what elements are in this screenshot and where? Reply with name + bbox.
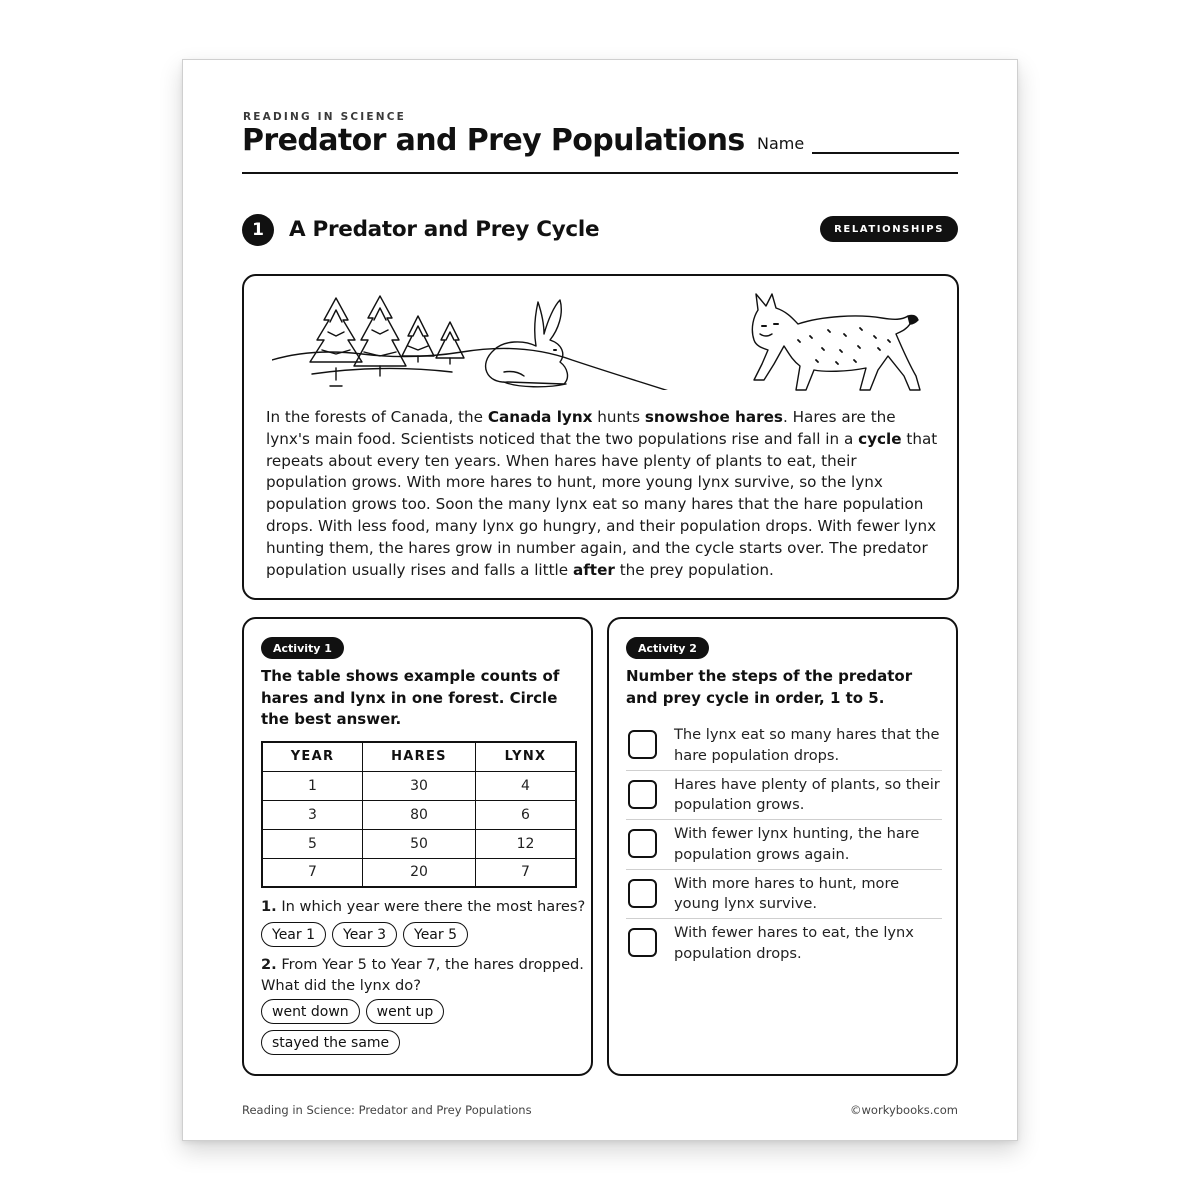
answer-option-year-5[interactable]: Year 5 [403,922,468,947]
question-2-options-row-1 [261,999,444,1024]
answer-option-went-up[interactable]: went up [366,999,445,1024]
story-box [242,274,959,600]
table-cell: 20 [362,858,475,887]
step-number-box[interactable] [628,829,657,858]
page-title: Predator and Prey Populations [242,123,745,158]
series-kicker: READING IN SCIENCE [243,111,407,123]
step-text: Hares have plenty of plants, so their population grows. [674,775,940,813]
column-header: LYNX [476,742,577,771]
table-cell: 4 [476,771,577,800]
answer-option-went-down[interactable]: went down [261,999,360,1024]
column-header: YEAR [262,742,362,771]
question-2-options-row-2 [261,1030,400,1055]
footer-title: Reading in Science: Predator and Prey Populations [242,1103,532,1117]
table-cell: 12 [476,829,577,858]
activity-2-label: Activity 2 [626,637,709,659]
table-cell: 30 [362,771,475,800]
section-title: A Predator and Prey Cycle [289,217,600,242]
table-cell: 50 [362,829,475,858]
answer-option-stayed-the-same[interactable]: stayed the same [261,1030,400,1055]
forest-hare-illustration [272,290,674,390]
table-cell: 6 [476,800,577,829]
table-cell: 5 [262,829,362,858]
term-snowshoe-hares: snowshoe hares [644,408,783,426]
list-item [626,721,942,771]
answer-option-year-1[interactable]: Year 1 [261,922,326,947]
term-after: after [572,560,615,579]
name-label: Name [757,134,805,153]
list-item [626,771,942,821]
story-paragraph: In the forests of Canada, the Canada lynx hunts snowshoe hares. Hares are the lynx's main food. Scientists noticed that the two populations rise and fall in a cycle that repeats about every ten years. When hares have plenty of plants to eat, their population grows. With more hares to hunt, more young lynx survive, so the lynx population grows too. Soon the many lynx eat so many hares that the hare population drops. With less food, many lynx go hungry, and their population drops. With fewer lynx hunting them, the hares grow in number again, and the cycle starts over. The predator population usually rises and falls a little after the prey population. [266,408,938,579]
step-text: With fewer lynx hunting, the hare population grows again. [674,825,920,863]
section-number-badge: 1 [242,214,274,246]
list-item [626,870,942,920]
activity-1-prompt: The table shows example counts of hares and lynx in one forest. Circle the best answer. [261,667,560,729]
question-1: 1. In which year were there the most hares? [261,898,586,915]
header-divider [242,172,958,174]
step-text: With more hares to hunt, more young lynx survive. [674,874,900,912]
term-canada-lynx: Canada lynx [487,408,593,426]
name-field[interactable] [812,152,959,154]
step-number-box[interactable] [628,879,657,908]
step-text: The lynx eat so many hares that the hare population drops. [674,726,940,764]
table-row [262,858,576,887]
page-content [242,60,958,1140]
activity-2-prompt: Number the steps of the predator and prey cycle in order, 1 to 5. [626,667,913,707]
activity-1-card [242,617,593,1076]
table-row [262,771,576,800]
answer-option-year-3[interactable]: Year 3 [332,922,397,947]
table-row [262,800,576,829]
list-item [626,919,942,969]
step-number-box[interactable] [628,928,657,957]
table-cell: 1 [262,771,362,800]
activity-2-card [607,617,958,1076]
table-cell: 7 [476,858,577,887]
table-cell: 7 [262,858,362,887]
list-item [626,820,942,870]
step-text: With fewer hares to eat, the lynx population drops. [674,924,914,962]
table-row [262,829,576,858]
footer-copyright: ©workybooks.com [850,1103,958,1117]
step-number-box[interactable] [628,780,657,809]
worksheet-page [182,59,1018,1141]
table-cell: 3 [262,800,362,829]
table-cell: 80 [362,800,475,829]
lynx-illustration [748,290,928,398]
question-1-options [261,922,468,947]
population-table [261,741,577,888]
activity-1-label: Activity 1 [261,637,344,659]
table-header-row [262,742,576,771]
topic-tag: RELATIONSHIPS [820,216,958,242]
cycle-steps-list [626,721,942,969]
step-number-box[interactable] [628,730,657,759]
column-header: HARES [362,742,475,771]
term-cycle: cycle [858,429,902,448]
question-2: 2. From Year 5 to Year 7, the hares dropped. What did the lynx do? [261,956,584,994]
